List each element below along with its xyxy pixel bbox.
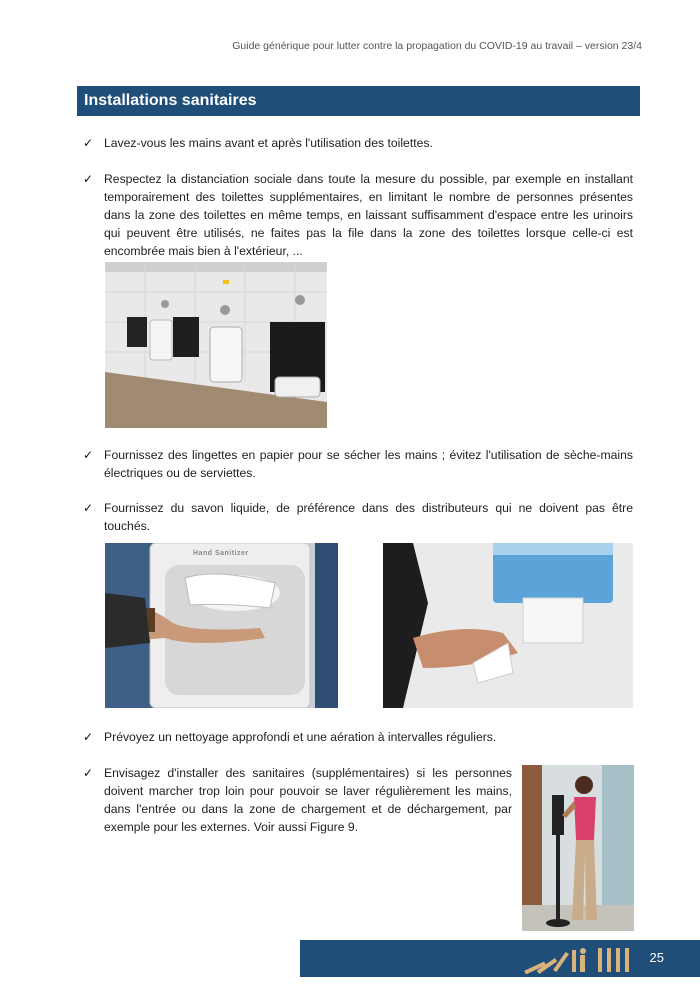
footer-band — [300, 940, 700, 977]
paper-towel-photo — [383, 543, 633, 708]
check-icon: ✓ — [83, 172, 94, 186]
bullet-item — [83, 499, 633, 535]
page-number: 25 — [649, 950, 664, 965]
sanitizer-stand-photo — [522, 765, 634, 931]
bullet-text: Fournissez des lingettes en papier pour se sécher les mains ; évitez l'utilisation de sèche-mains électriques ou de serviettes. — [104, 448, 633, 480]
dispenser-label: Hand Sanitizer — [193, 550, 249, 557]
section-heading-band — [77, 86, 640, 116]
urinals-photo — [105, 262, 327, 428]
check-icon: ✓ — [83, 136, 94, 150]
section-title: Installations sanitaires — [84, 92, 257, 109]
check-icon: ✓ — [83, 766, 94, 780]
footer-logo — [522, 944, 640, 974]
check-icon: ✓ — [83, 730, 94, 744]
bullet-text: Lavez-vous les mains avant et après l'utilisation des toilettes. — [104, 136, 433, 150]
check-icon: ✓ — [83, 448, 94, 462]
bullet-item — [83, 764, 512, 836]
bullet-text: Envisagez d'installer des sanitaires (supplémentaires) si les personnes doivent marcher trop loin pour pouvoir se laver régulièrement les mains, dans l'entrée ou dans la zone de chargement et de déchargement, par exemple pour les externes. Voir aussi Figure 9. — [104, 766, 512, 834]
check-icon: ✓ — [83, 501, 94, 515]
bullet-item — [83, 728, 633, 746]
running-header: Guide générique pour lutter contre la propagation du COVID-19 au travail – version 23/4 — [232, 40, 642, 52]
bullet-item — [83, 446, 633, 482]
bullet-text: Prévoyez un nettoyage approfondi et une aération à intervalles réguliers. — [104, 730, 497, 744]
bullet-text: Respectez la distanciation sociale dans toute la mesure du possible, par exemple en installant temporairement des toilettes supplémentaires, en limitant le nombre de personnes présentes dans la zone des toilettes en même temps, en laissant suffisamment d'espace entre les urinoirs qui peuvent être utilisés, ne faites pas la file dans la zone des toilettes lorsque celle-ci est encombrée mais bien à l'extérieur, ... — [104, 172, 633, 258]
bullet-text: Fournissez du savon liquide, de préférence dans des distributeurs qui ne doivent pas être touchés. — [104, 501, 633, 533]
bullet-item — [83, 170, 633, 260]
bullet-item — [83, 134, 633, 152]
hand-sanitizer-photo — [105, 543, 338, 708]
